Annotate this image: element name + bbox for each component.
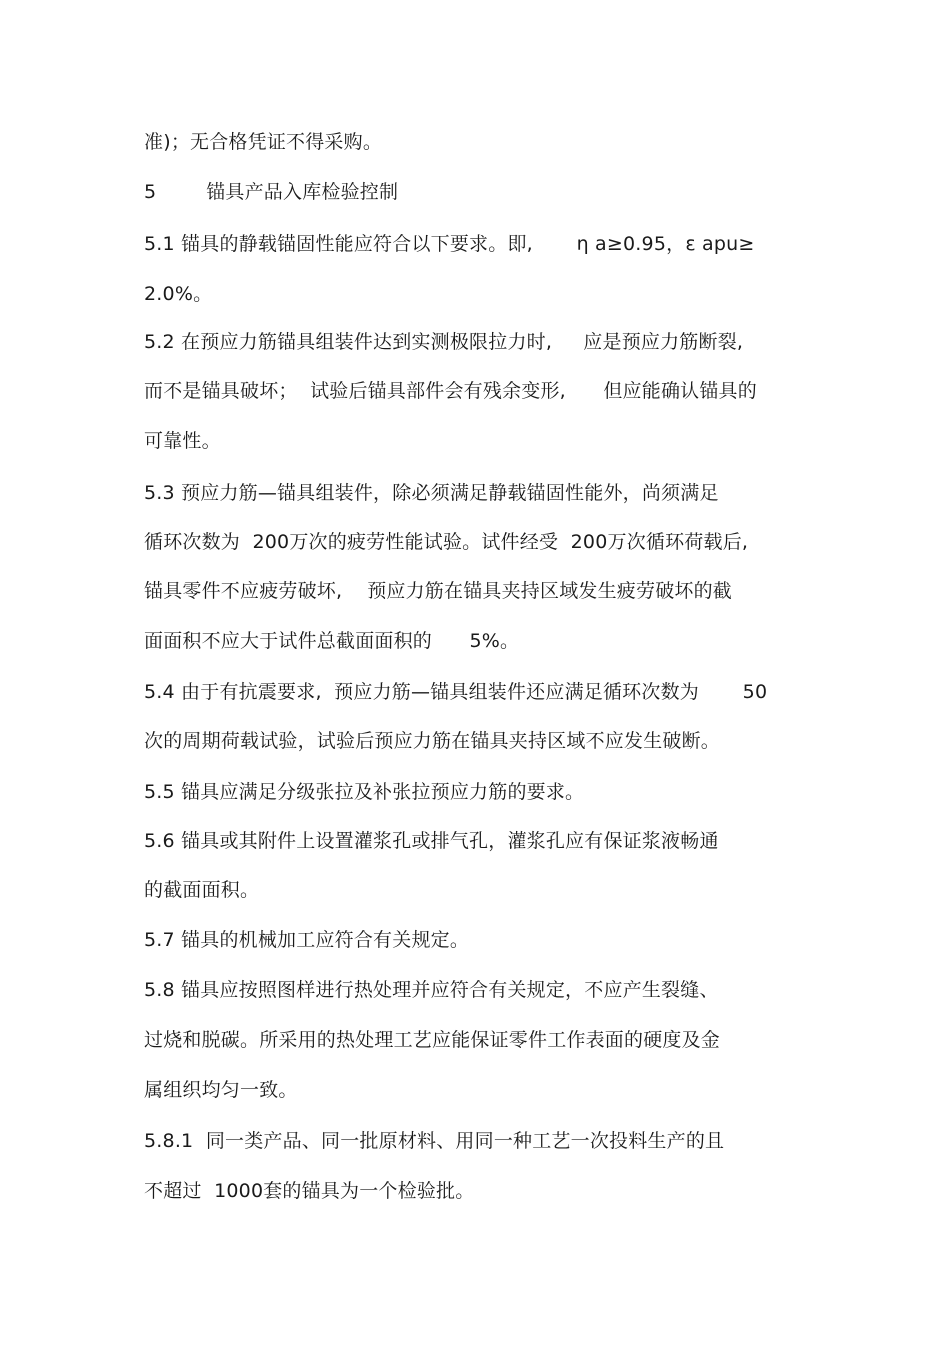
text-line: 5.7 锚具的机械加工应符合有关规定。 [144,929,470,951]
text-line: 锚具零件不应疲劳破坏, 预应力筋在锚具夹持区域发生疲劳破坏的截 [144,580,732,602]
text-line: 5.8 锚具应按照图样进行热处理并应符合有关规定，不应产生裂缝、 [144,979,719,1001]
text-line: 的截面面积。 [144,879,260,901]
text-line: 5.2 在预应力筋锚具组装件达到实测极限拉力时, 应是预应力筋断裂, [144,331,744,353]
text-line: 5.4 由于有抗震要求, 预应力筋—锚具组装件还应满足循环次数为 50 [144,681,768,703]
text-line: 准)；无合格凭证不得采购。 [144,131,383,153]
text-line: 而不是锚具破坏； 试验后锚具部件会有残余变形, 但应能确认锚具的 [144,380,757,402]
text-line: 循环次数为 200万次的疲劳性能试验。试件经受 200万次循环荷载后, [144,531,749,553]
text-line: 可靠性。 [144,430,221,452]
text-line: 不超过 1000套的锚具为一个检验批。 [144,1180,475,1202]
text-line: 属组织均匀一致。 [144,1079,298,1101]
text-line: 5.5 锚具应满足分级张拉及补张拉预应力筋的要求。 [144,781,585,803]
text-line: 面面积不应大于试件总截面面积的 5%。 [144,630,520,652]
text-line: 2.0%。 [144,283,213,305]
text-line: 5.1 锚具的静载锚固性能应符合以下要求。即, η a≥0.95，ε apu≥ [144,233,755,255]
text-line: 5.3 预应力筋—锚具组装件，除必须满足静载锚固性能外，尚须满足 [144,482,719,504]
text-line: 过烧和脱碳。所采用的热处理工艺应能保证零件工作表面的硬度及金 [144,1029,721,1051]
section-heading: 5 锚具产品入库检验控制 [144,181,399,203]
text-line: 次的周期荷载试验，试验后预应力筋在锚具夹持区域不应发生破断。 [144,730,721,752]
text-line: 5.6 锚具或其附件上设置灌浆孔或排气孔，灌浆孔应有保证浆液畅通 [144,830,719,852]
text-line: 5.8.1 同一类产品、同一批原材料、用同一种工艺一次投料生产的且 [144,1130,725,1152]
